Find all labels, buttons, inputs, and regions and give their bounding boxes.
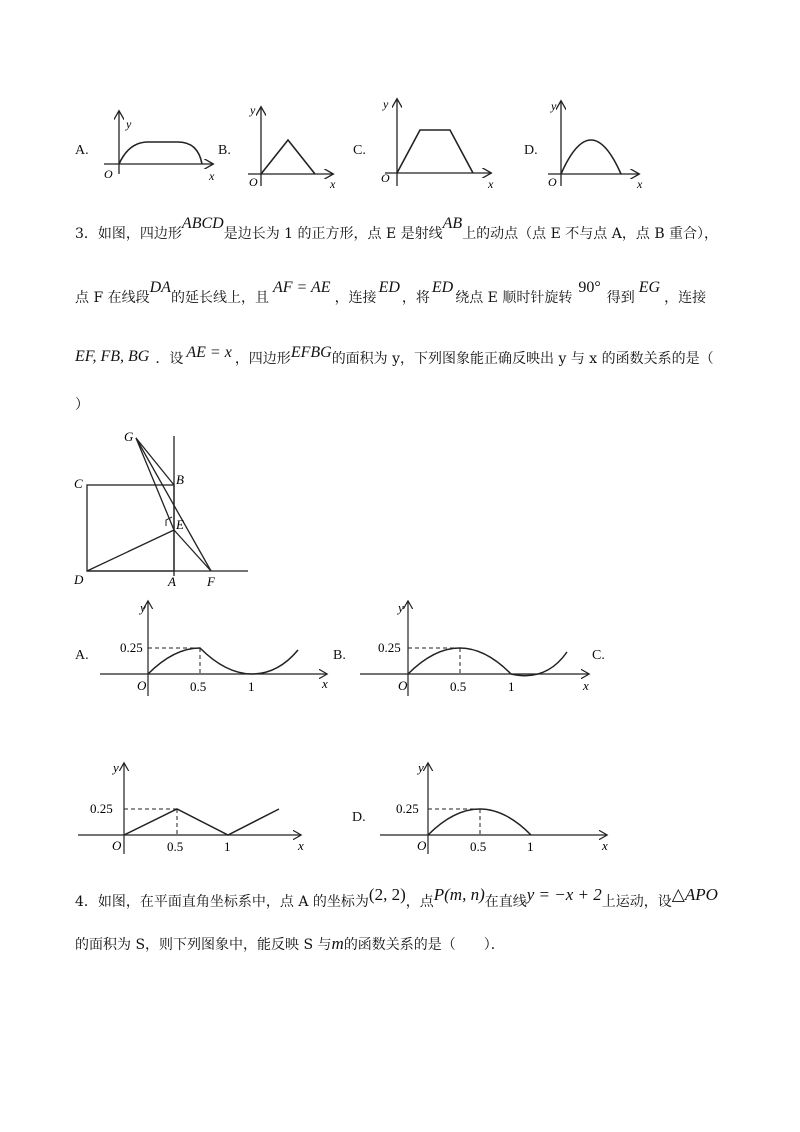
q2-option-a-label[interactable]: A.: [75, 143, 89, 158]
label-f: F: [207, 574, 215, 589]
q2-option-b-label[interactable]: B.: [218, 143, 231, 158]
svg-text:y: y: [383, 97, 389, 111]
q2-option-c-label[interactable]: C.: [353, 143, 366, 158]
segment-ef: [174, 530, 211, 571]
svg-text:x: x: [330, 177, 336, 191]
svg-text:1: 1: [508, 679, 515, 694]
q2-a-o: O: [104, 167, 113, 181]
label-g: G: [124, 429, 134, 444]
q2-option-graphs: [0, 90, 800, 200]
svg-text:O: O: [398, 678, 408, 693]
svg-text:O: O: [137, 678, 147, 693]
segment-gb: [136, 438, 174, 485]
svg-text:x: x: [583, 678, 589, 693]
q3-geometry-figure: [70, 426, 260, 592]
label-b: B: [176, 472, 184, 487]
svg-text:y: y: [250, 103, 256, 117]
q4-line-2: 的面积为 S，则下列图象中，能反映 S 与m的函数关系的是（ ）．: [75, 934, 505, 953]
segment-ed: [87, 530, 174, 571]
label-d: D: [74, 572, 84, 587]
label-e: E: [176, 517, 184, 532]
q2-graph-d: [548, 102, 638, 186]
svg-text:y: y: [113, 760, 119, 775]
svg-text:0.25: 0.25: [90, 801, 113, 816]
svg-text:O: O: [112, 838, 122, 853]
q2-option-d-label[interactable]: D.: [524, 143, 538, 158]
svg-text:0.5: 0.5: [167, 839, 184, 854]
svg-text:0.5: 0.5: [450, 679, 467, 694]
q3-line-3: EF, FB, BG ．设 AE = x ，四边形EFBG的面积为 y，下列图象能正确反映出 y 与 x 的函数关系的是（: [75, 344, 714, 367]
q2-a-y: y: [126, 117, 132, 131]
q3-option-d-label[interactable]: D.: [352, 810, 366, 825]
q3-option-graphs: [0, 592, 800, 862]
svg-text:0.5: 0.5: [190, 679, 207, 694]
svg-text:O: O: [249, 175, 258, 189]
svg-text:O: O: [381, 171, 390, 185]
q3-line-4: ）: [75, 397, 89, 413]
svg-text:1: 1: [248, 679, 255, 694]
q3-option-c-label[interactable]: C.: [592, 648, 605, 663]
q2-graph-a: [104, 112, 212, 174]
svg-text:y: y: [398, 600, 404, 615]
segment-ge: [136, 438, 174, 530]
svg-text:x: x: [298, 838, 304, 853]
q3-option-b-label[interactable]: B.: [333, 648, 346, 663]
q2-graph-c: [385, 100, 490, 186]
q3-option-a-label[interactable]: A.: [75, 648, 89, 663]
q3-line-1: 3．如图，四边形ABCD是边长为 1 的正方形，点 E 是射线AB上的动点（点 E 不与点 A，点 B 重合），: [75, 215, 719, 242]
svg-text:x: x: [637, 177, 643, 191]
svg-text:0.25: 0.25: [378, 640, 401, 655]
svg-text:y: y: [140, 600, 146, 615]
svg-text:O: O: [548, 175, 557, 189]
svg-text:0.5: 0.5: [470, 839, 487, 854]
q2-graph-b: [248, 108, 332, 186]
svg-text:1: 1: [224, 839, 231, 854]
label-a: A: [168, 574, 176, 589]
q3-line-2: 点 F 在线段DA的延长线上，且AF = AE，连接ED，将ED绕点 E 顺时针旋转90°得到EG，连接: [75, 279, 707, 306]
label-c: C: [74, 476, 83, 491]
svg-text:y: y: [551, 99, 557, 113]
q2-a-x: x: [209, 169, 215, 183]
svg-text:x: x: [602, 838, 608, 853]
svg-text:O: O: [417, 838, 427, 853]
q4-line-1: 4．如图，在平面直角坐标系中，点 A 的坐标为(2, 2)，点P(m, n)在直线y = −x + 2上运动，设△APO: [75, 885, 718, 910]
svg-text:x: x: [488, 177, 494, 191]
svg-text:1: 1: [527, 839, 534, 854]
svg-text:x: x: [322, 676, 328, 691]
svg-text:y: y: [418, 760, 424, 775]
svg-text:0.25: 0.25: [396, 801, 419, 816]
svg-text:0.25: 0.25: [120, 640, 143, 655]
